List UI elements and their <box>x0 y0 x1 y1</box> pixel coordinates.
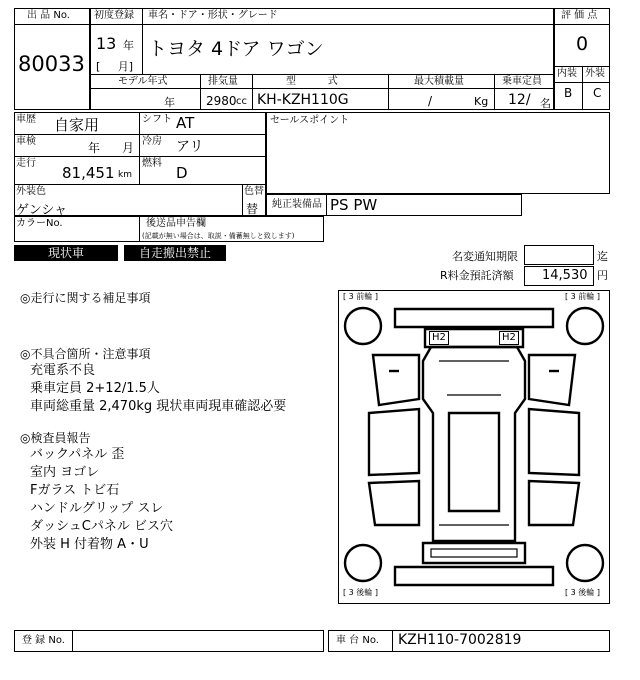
defect-item: 車両総重量 2,470kg 現状車両現車確認必要 <box>30 399 287 414</box>
model-year-unit: 年 <box>164 96 175 109</box>
mileage-label: 走行 <box>16 158 36 169</box>
right-front-door <box>529 409 579 475</box>
corner-label-rear-right: [ 3 後輪 ] <box>565 588 600 597</box>
left-rear-door <box>369 481 419 525</box>
inspector-item: ハンドルグリップ スレ <box>30 501 164 516</box>
right-front-fender <box>529 355 575 405</box>
inspection-month: 月 <box>122 141 135 155</box>
max-load-sep: / <box>428 94 433 108</box>
repaint: 替 <box>246 202 259 216</box>
interior-label: 内装 <box>557 68 577 79</box>
capacity-unit: 名 <box>540 97 551 110</box>
corner-label-front-left: [ 3 前輪 ] <box>343 292 378 301</box>
color: ゲンシャ <box>16 203 68 218</box>
name-change-unit: 迄 <box>597 250 608 263</box>
corner-label-rear-left: [ 3 後輪 ] <box>343 588 378 597</box>
rear-bumper <box>395 567 553 585</box>
color-no-label: カラーNo. <box>16 218 63 229</box>
after-delivery-label: 後送品申告欄 <box>146 218 206 229</box>
ac: アリ <box>176 139 204 155</box>
fuel-label: 燃料 <box>142 158 162 169</box>
interior-grade: B <box>564 86 573 100</box>
car-outline-svg <box>339 291 609 603</box>
chassis-no-label: 車 台 No. <box>336 635 379 646</box>
rear-right-wheel <box>567 545 603 581</box>
lot-no: 80033 <box>18 52 85 76</box>
score-label: 評 価 点 <box>561 10 598 21</box>
exterior-grade: C <box>593 86 602 100</box>
displacement-label: 排気量 <box>208 76 238 87</box>
first-reg-label: 初度登録 <box>94 10 134 21</box>
color-label: 外装色 <box>16 186 46 197</box>
right-rear-door <box>529 481 579 525</box>
inspection-year: 年 <box>88 141 101 155</box>
max-load-unit: Kg <box>474 95 489 108</box>
mileage-unit: km <box>118 170 132 180</box>
history: 自家用 <box>54 116 100 134</box>
model-year-label: モデル年式 <box>118 76 168 87</box>
repaint-label: 色替 <box>244 186 264 197</box>
name-change-field <box>524 245 594 265</box>
car-diagram <box>338 290 610 604</box>
defects-title: ◎不具合箇所・注意事項 <box>20 347 151 361</box>
defect-item: 乗車定員 2+12/1.5人 <box>30 381 160 396</box>
ac-label: 冷房 <box>142 136 162 147</box>
left-front-fender <box>373 355 419 405</box>
shift: AT <box>176 114 195 132</box>
chassis-no: KZH110-7002819 <box>398 632 522 648</box>
first-reg-month: [ 月] <box>96 60 134 73</box>
year-unit: 年 <box>123 39 134 52</box>
self-drive-ban-badge: 自走搬出禁止 <box>124 245 226 261</box>
reg-no-label: 登 録 No. <box>22 635 65 646</box>
inspection-label: 車検 <box>16 136 36 147</box>
score: 0 <box>576 33 589 55</box>
type: KH-KZH110G <box>257 92 349 108</box>
inspector-item: ダッシュCパネル ビス穴 <box>30 519 173 534</box>
inspector-item: 室内 ヨゴレ <box>30 465 100 480</box>
name-change-label: 名変通知期限 <box>452 250 518 263</box>
car-name: トヨタ 4ドア ワゴン <box>148 38 324 60</box>
damage-mark-right: H2 <box>499 331 519 345</box>
roof <box>449 413 499 511</box>
history-label: 車歴 <box>16 114 36 125</box>
left-front-door <box>369 409 419 475</box>
equipment-label: 純正装備品 <box>272 199 322 210</box>
inspector-item: バックパネル 歪 <box>30 447 125 462</box>
rear-left-wheel <box>345 545 381 581</box>
mileage: 81,451 <box>62 164 115 182</box>
recycle-label: R料金預託済額 <box>440 269 514 282</box>
current-state-badge: 現状車 <box>14 245 118 261</box>
capacity: 12/ <box>508 92 531 108</box>
equipment: PS PW <box>330 196 378 214</box>
recycle-unit: 円 <box>597 269 608 282</box>
corner-label-front-right: [ 3 前輪 ] <box>565 292 600 301</box>
fuel: D <box>176 164 188 182</box>
lot-no-label: 出 品 No. <box>27 10 70 21</box>
displacement-unit: cc <box>236 96 247 107</box>
front-bumper <box>395 309 553 327</box>
recycle-amount: 14,530 <box>542 268 588 283</box>
inspector-title: ◎検査員報告 <box>20 431 91 445</box>
front-left-wheel <box>345 308 381 344</box>
tailgate <box>423 543 525 563</box>
max-load-label: 最大積載量 <box>414 76 464 87</box>
inspector-item: Fガラス トビ石 <box>30 483 120 498</box>
displacement: 2980 <box>206 94 237 108</box>
driving-notes-title: ◎走行に関する補足事項 <box>20 291 151 305</box>
defect-item: 充電系不良 <box>30 363 96 378</box>
capacity-label: 乗車定員 <box>502 76 542 87</box>
shift-label: シフト <box>142 114 172 125</box>
sales-point-label: セールスポイント <box>270 115 350 126</box>
damage-mark-left: H2 <box>429 331 449 345</box>
exterior-label: 外装 <box>585 68 605 79</box>
after-delivery-note: (記載が無い場合は、取説・備蓄無しと致します) <box>142 232 295 240</box>
first-reg-year: 13 <box>96 34 117 53</box>
inspector-item: 外装 H 付着物 A・U <box>30 537 149 552</box>
type-label: 型 式 <box>286 76 338 87</box>
front-right-wheel <box>567 308 603 344</box>
car-name-label: 車名・ドア・形状・グレード <box>148 10 278 21</box>
